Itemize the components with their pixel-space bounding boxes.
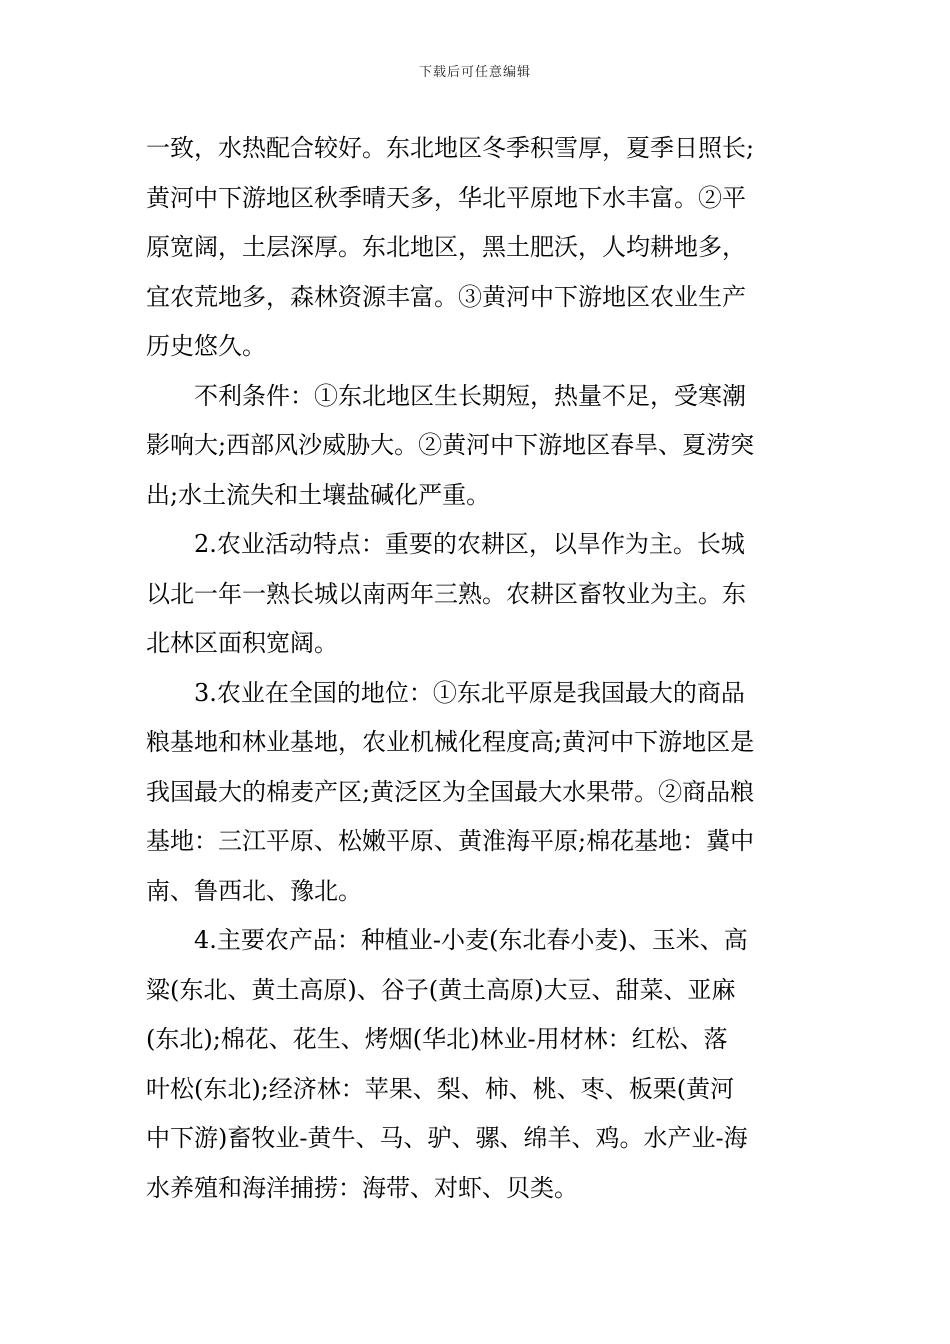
text-line: 南、鲁西北、豫北。 [146, 876, 362, 905]
paragraph-main-products [146, 916, 806, 1213]
text-line: 2.农业活动特点：重要的农耕区，以旱作为主。长城 [194, 530, 745, 558]
text-line: 一致，水热配合较好。东北地区冬季积雪厚，夏季日照长; [146, 134, 755, 162]
text-line: 4.主要农产品：种植业-小麦(东北春小麦)、玉米、高 [194, 926, 748, 954]
document-body [146, 124, 806, 1213]
text-line: 北林区面积宽阔。 [146, 629, 338, 657]
text-line: 水养殖和海洋捕捞：海带、对虾、贝类。 [146, 1173, 578, 1202]
text-line: 宜农荒地多，森林资源丰富。③黄河中下游地区农业生产 [146, 282, 746, 311]
text-line: 不利条件：①东北地区生长期短，热量不足，受寒潮 [194, 381, 746, 410]
text-line: 中下游)畜牧业-黄牛、马、驴、骡、绵羊、鸡。水产业-海 [146, 1124, 748, 1152]
text-line: 粮基地和林业基地，农业机械化程度高;黄河中下游地区是 [146, 728, 755, 756]
text-line: 粱(东北、黄土高原)、谷子(黄土高原)大豆、甜菜、亚麻 [146, 975, 736, 1004]
paragraph-advantages-continued [146, 124, 806, 372]
text-line: 出;水土流失和土壤盐碱化严重。 [146, 480, 491, 509]
text-line: 以北一年一熟长城以南两年三熟。农耕区畜牧业为主。东 [146, 579, 746, 608]
text-line: 黄河中下游地区秋季晴天多，华北平原地下水丰富。②平 [146, 183, 746, 212]
paragraph-disadvantages [146, 372, 806, 521]
text-line: 叶松(东北);经济林：苹果、梨、柿、桃、枣、板栗(黄河 [146, 1074, 735, 1103]
text-line: 历史悠久。 [146, 332, 266, 360]
text-line: 我国最大的棉麦产区;黄泛区为全国最大水果带。②商品粮 [146, 777, 755, 806]
paragraph-national-status [146, 669, 806, 917]
text-line: 影响大;西部风沙威胁大。②黄河中下游地区春旱、夏涝突 [146, 431, 755, 459]
text-line: (东北);棉花、花生、烤烟(华北)林业-用材林：红松、落 [146, 1025, 728, 1053]
text-line: 3.农业在全国的地位：①东北平原是我国最大的商品 [194, 678, 745, 707]
text-line: 基地：三江平原、松嫩平原、黄淮海平原;棉花基地：冀中 [146, 827, 755, 855]
text-line: 原宽阔，土层深厚。东北地区，黑土肥沃，人均耕地多， [146, 233, 746, 261]
page-header-note: 下载后可任意编辑 [418, 65, 531, 80]
paragraph-agriculture-features [146, 520, 806, 669]
